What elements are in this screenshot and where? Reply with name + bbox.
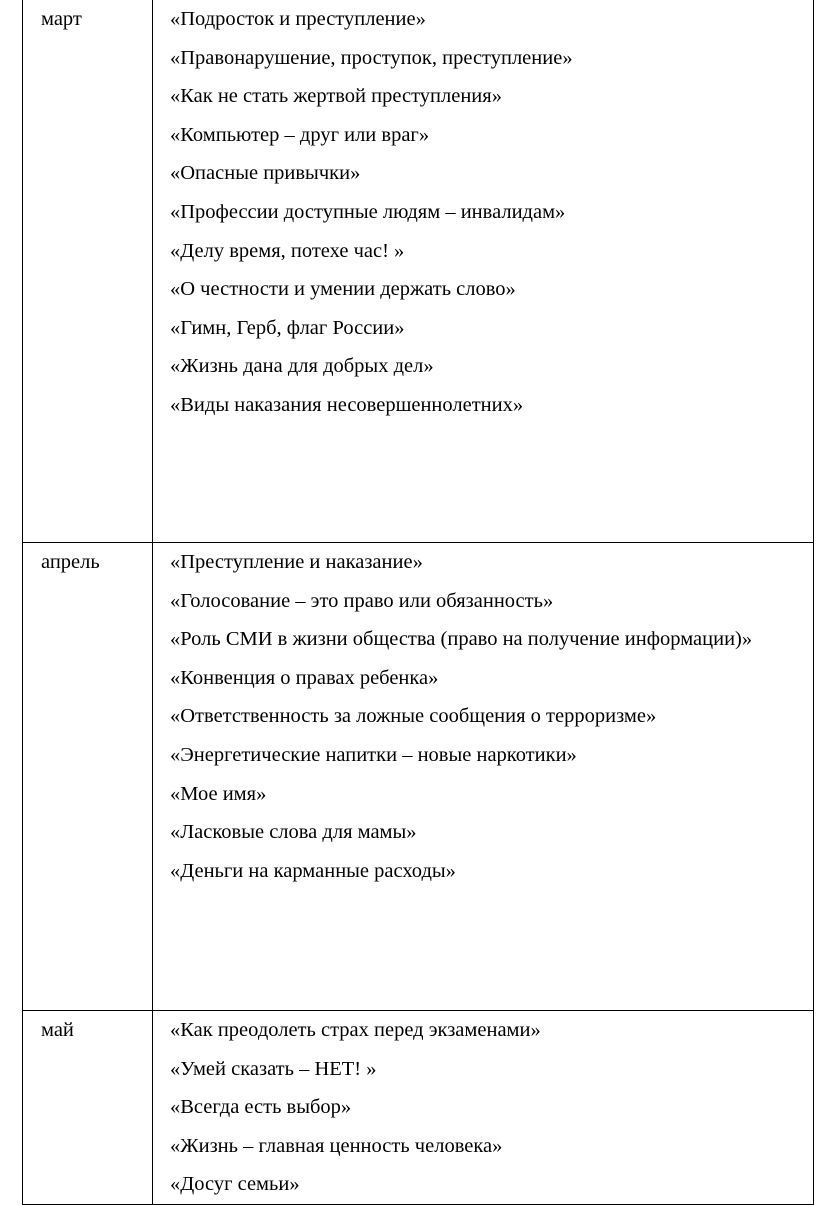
topic-item: «Как не стать жертвой преступления» [170,85,502,108]
topics-cell [153,543,814,1011]
topic-item: «Мое имя» [170,782,267,805]
table-row [23,1011,814,1205]
topic-list [170,1011,813,1204]
topic-list [170,543,813,890]
topic-item: «Делу время, потехе час! » [170,239,405,262]
topic-item: «Ласковые слова для мамы» [170,821,417,844]
topic-item: «Голосование – это право или обязанность» [170,589,554,612]
topics-cell [153,1011,814,1205]
topic-item: «Преступление и наказание» [170,551,423,573]
topic-item: «Правонарушение, проступок, преступление» [170,46,573,69]
table-row [23,0,814,543]
topic-item: «Подросток и преступление» [170,8,426,30]
topic-item: «Деньги на карманные расходы» [170,859,456,882]
topic-item: «Жизнь дана для добрых дел» [170,355,434,378]
topic-item: «Опасные привычки» [170,162,361,185]
topic-item: «Всегда есть выбор» [170,1096,352,1119]
month-label: апрель [41,551,100,573]
topic-item: «Ответственность за ложные сообщения о терроризме» [170,705,657,728]
topic-list [170,0,813,425]
topic-item: «Виды наказания несовершеннолетних» [170,393,524,416]
topic-item: «Роль СМИ в жизни общества (право на получение информации)» [170,628,753,651]
topics-cell [153,0,814,543]
month-cell [23,0,153,543]
topic-item: «Умей сказать – НЕТ! » [170,1057,377,1080]
topic-item: «О честности и умении держать слово» [170,278,516,301]
table-row [23,543,814,1011]
schedule-table [22,0,814,1205]
topic-item: «Профессии доступные людям – инвалидам» [170,200,566,223]
month-label: май [41,1019,74,1041]
month-label: март [41,8,82,30]
month-cell [23,543,153,1011]
topic-item: «Жизнь – главная ценность человека» [170,1134,503,1157]
month-cell [23,1011,153,1205]
topic-item: «Энергетические напитки – новые наркотики» [170,743,577,766]
topic-item: «Конвенция о правах ребенка» [170,666,439,689]
topic-item: «Компьютер – друг или враг» [170,123,430,146]
topic-item: «Как преодолеть страх перед экзаменами» [170,1019,541,1041]
topic-item: «Досуг семьи» [170,1173,300,1196]
topic-item: «Гимн, Герб, флаг России» [170,316,405,339]
